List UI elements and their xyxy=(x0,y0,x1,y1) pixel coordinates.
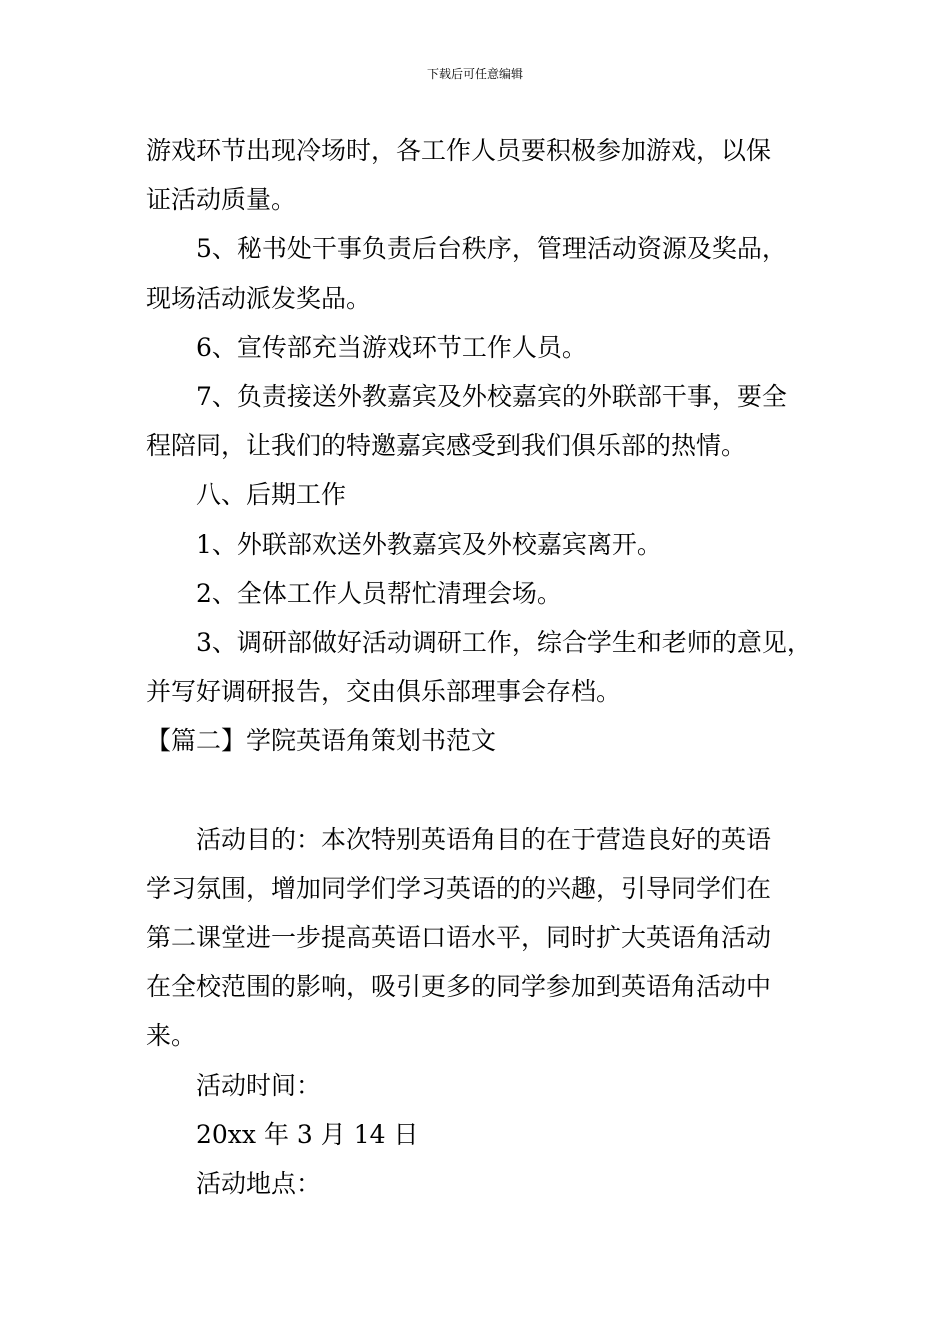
paragraph-line: 程陪同，让我们的特邀嘉宾感受到我们俱乐部的热情。 xyxy=(146,431,747,461)
paragraph-line: 活动目的：本次特别英语角目的在于营造良好的英语 xyxy=(196,824,772,854)
paragraph-line: 学习氛围，增加同学们学习英语的的兴趣，引导同学们在 xyxy=(146,873,772,903)
chapter-heading: 【篇二】学院英语角策划书范文 xyxy=(146,726,497,756)
paragraph-line: 在全校范围的影响，吸引更多的同学参加到英语角活动中 xyxy=(146,972,772,1002)
paragraph-line: 证活动质量。 xyxy=(146,185,297,215)
paragraph-line: 来。 xyxy=(146,1021,197,1051)
date-line: 20xx 年 3 月 14 日 xyxy=(196,1119,419,1149)
paragraph-line: 7、负责接送外教嘉宾及外校嘉宾的外联部干事，要全 xyxy=(196,382,787,412)
paragraph-line: 3、调研部做好活动调研工作，综合学生和老师的意见， xyxy=(196,628,812,658)
paragraph-line: 1、外联部欢送外教嘉宾及外校嘉宾离开。 xyxy=(196,529,662,559)
paragraph-line: 活动时间： xyxy=(196,1070,322,1100)
page-header: 下载后可任意编辑 xyxy=(426,67,523,81)
paragraph-line: 现场活动派发奖品。 xyxy=(146,283,372,313)
document-body xyxy=(146,126,810,1208)
paragraph-line: 第二课堂进一步提高英语口语水平，同时扩大英语角活动 xyxy=(146,923,772,953)
section-heading: 八、后期工作 xyxy=(196,480,347,510)
paragraph-line: 2、全体工作人员帮忙清理会场。 xyxy=(196,578,562,608)
paragraph-line: 并写好调研报告，交由俱乐部理事会存档。 xyxy=(146,677,622,707)
paragraph-line: 6、宣传部充当游戏环节工作人员。 xyxy=(196,332,587,362)
paragraph-line: 游戏环节出现冷场时，各工作人员要积极参加游戏，以保 xyxy=(146,136,772,165)
paragraph-line: 5、秘书处干事负责后台秩序，管理活动资源及奖品， xyxy=(196,234,787,264)
paragraph-line: 活动地点： xyxy=(196,1169,322,1199)
blank-line xyxy=(146,766,810,815)
